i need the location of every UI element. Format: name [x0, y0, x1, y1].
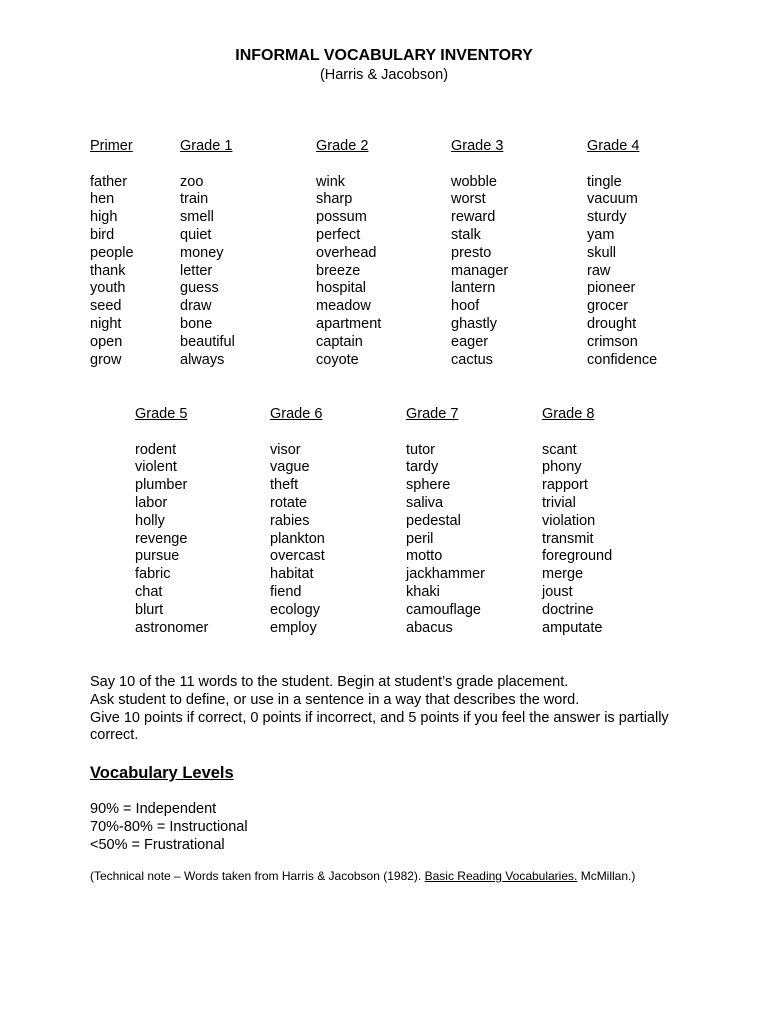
level-item: <50% = Frustrational — [90, 836, 225, 853]
vocab-word: zoo — [180, 173, 204, 190]
grade-column-2 — [316, 138, 381, 369]
vocab-word: open — [90, 333, 123, 350]
vocab-word: chat — [135, 583, 163, 600]
instructions — [90, 674, 690, 745]
levels-heading: Vocabulary Levels — [90, 764, 234, 782]
levels-list — [90, 801, 248, 854]
vocab-word: vacuum — [587, 191, 638, 208]
note-prefix: (Technical note – Words taken from Harris & Jacobson (1982). — [90, 869, 425, 883]
vocab-word: captain — [316, 333, 363, 350]
grade-column-5 — [135, 406, 208, 637]
vocab-word: smell — [180, 209, 214, 226]
vocab-word: vague — [270, 459, 310, 476]
vocab-word: overcast — [270, 548, 325, 565]
level-item: 90% = Independent — [90, 801, 217, 817]
vocab-word: rodent — [135, 441, 177, 458]
vocab-word: sphere — [406, 477, 451, 494]
vocab-word: seed — [90, 298, 122, 315]
vocab-word: amputate — [542, 619, 603, 636]
vocab-word: wobble — [451, 173, 497, 190]
vocab-word: people — [90, 244, 134, 261]
grade-column-primer — [90, 138, 134, 369]
vocab-word: phony — [542, 459, 582, 476]
vocab-word: raw — [587, 262, 611, 279]
instruction-line: Say 10 of the 11 words to the student. Begin at student’s grade placement. — [90, 674, 569, 690]
vocab-word: guess — [180, 280, 219, 297]
vocab-word: always — [180, 351, 225, 368]
page-subtitle: (Harris & Jacobson) — [319, 67, 449, 83]
vocab-word: quiet — [180, 226, 212, 243]
vocab-word: drought — [587, 315, 637, 332]
vocab-word: youth — [90, 280, 126, 297]
vocab-word: camouflage — [406, 601, 481, 618]
vocab-word: holly — [135, 512, 165, 529]
vocab-word: draw — [180, 298, 212, 315]
grade-header: Grade 5 — [135, 406, 188, 422]
vocab-word: rapport — [542, 477, 588, 494]
vocab-word: plumber — [135, 477, 188, 494]
vocab-word: coyote — [316, 351, 359, 368]
instruction-line: Ask student to define, or use in a sentence in a way that describes the word. — [90, 691, 580, 708]
vocab-word: scant — [542, 441, 577, 458]
vocab-word: reward — [451, 209, 496, 226]
vocab-word: violent — [135, 459, 177, 476]
vocab-word: hospital — [316, 280, 366, 297]
vocab-word: train — [180, 191, 209, 208]
vocab-word: father — [90, 173, 128, 190]
vocab-word: trivial — [542, 494, 576, 511]
vocab-word: transmit — [542, 530, 594, 547]
vocab-word: blurt — [135, 601, 164, 618]
vocab-word: rabies — [270, 512, 310, 529]
grade-header: Grade 1 — [180, 138, 233, 154]
vocab-word: saliva — [406, 494, 444, 511]
vocab-word: ecology — [270, 601, 320, 618]
vocab-word: hoof — [451, 298, 480, 315]
vocab-word: rotate — [270, 494, 308, 511]
grade-column-1 — [180, 138, 235, 369]
vocab-word: revenge — [135, 530, 188, 547]
vocab-word: wink — [316, 173, 346, 190]
vocab-word: possum — [316, 209, 367, 226]
vocab-word: crimson — [587, 333, 638, 350]
vocab-word: peril — [406, 530, 434, 547]
vocab-word: breeze — [316, 262, 361, 279]
vocab-word: pedestal — [406, 512, 461, 529]
grade-header: Grade 7 — [406, 406, 459, 422]
vocab-word: sharp — [316, 191, 353, 208]
grade-header: Grade 4 — [587, 138, 640, 154]
vocab-word: doctrine — [542, 601, 594, 618]
vocab-word: joust — [542, 583, 573, 600]
vocab-word: apartment — [316, 315, 382, 332]
grade-column-6 — [270, 406, 325, 637]
vocab-word: hen — [90, 191, 115, 208]
grade-column-8 — [542, 406, 612, 637]
vocab-word: thank — [90, 262, 126, 279]
vocab-word: grocer — [587, 298, 629, 315]
vocab-word: bone — [180, 315, 213, 332]
vocab-word: labor — [135, 494, 168, 511]
page-title: INFORMAL VOCABULARY INVENTORY — [235, 47, 533, 64]
vocab-word: worst — [451, 191, 486, 208]
vocab-word: sturdy — [587, 209, 627, 226]
vocab-word: stalk — [451, 226, 481, 243]
vocab-word: meadow — [316, 298, 371, 315]
vocab-word: employ — [270, 619, 317, 636]
vocab-word: letter — [180, 262, 213, 279]
vocab-word: habitat — [270, 566, 314, 583]
vocab-word: khaki — [406, 583, 440, 600]
vocab-word: night — [90, 315, 122, 332]
grade-header: Grade 6 — [270, 406, 323, 422]
vocab-word: presto — [451, 244, 492, 261]
note-book-title: Basic Reading Vocabularies. — [424, 869, 578, 883]
vocab-word: eager — [451, 333, 489, 350]
vocab-word: visor — [270, 441, 301, 458]
vocab-word: merge — [542, 566, 584, 583]
grade-header: Grade 2 — [316, 138, 369, 154]
vocab-word: ghastly — [451, 315, 497, 332]
vocab-word: fiend — [270, 583, 302, 600]
grade-column-7 — [406, 406, 485, 637]
vocab-word: tingle — [587, 173, 622, 190]
vocab-word: plankton — [270, 530, 325, 547]
vocab-word: astronomer — [135, 619, 209, 636]
vocab-word: pursue — [135, 548, 180, 565]
vocab-word: beautiful — [180, 333, 235, 350]
vocab-word: overhead — [316, 244, 377, 261]
vocab-word: motto — [406, 548, 443, 565]
vocab-word: grow — [90, 351, 122, 368]
vocab-word: foreground — [542, 548, 613, 565]
note-suffix: McMillan.) — [577, 869, 636, 883]
vocab-word: manager — [451, 262, 509, 279]
vocab-word: skull — [587, 244, 617, 261]
vocab-word: money — [180, 244, 224, 261]
vocab-word: tardy — [406, 459, 439, 476]
instruction-line: Give 10 points if correct, 0 points if incorrect, and 5 points if you feel the answer is partially correct. — [90, 709, 669, 744]
vocab-word: theft — [270, 477, 299, 494]
vocab-word: perfect — [316, 226, 361, 243]
grade-header: Primer — [90, 138, 133, 154]
grade-column-4 — [587, 138, 657, 369]
vocab-word: tutor — [406, 441, 436, 458]
vocab-word: bird — [90, 226, 115, 243]
vocab-word: cactus — [451, 351, 493, 368]
vocab-word: lantern — [451, 280, 496, 297]
grade-column-3 — [451, 138, 508, 369]
vocab-word: abacus — [406, 619, 453, 636]
vocab-word: pioneer — [587, 280, 636, 297]
vocab-word: fabric — [135, 566, 171, 583]
vocab-word: yam — [587, 226, 615, 243]
grade-header: Grade 3 — [451, 138, 504, 154]
vocab-word: jackhammer — [406, 566, 485, 583]
vocab-word: high — [90, 209, 118, 226]
vocab-word: violation — [542, 512, 596, 529]
grade-header: Grade 8 — [542, 406, 595, 422]
vocab-word: confidence — [587, 351, 658, 368]
technical-note — [90, 869, 635, 883]
level-item: 70%-80% = Instructional — [90, 818, 248, 835]
